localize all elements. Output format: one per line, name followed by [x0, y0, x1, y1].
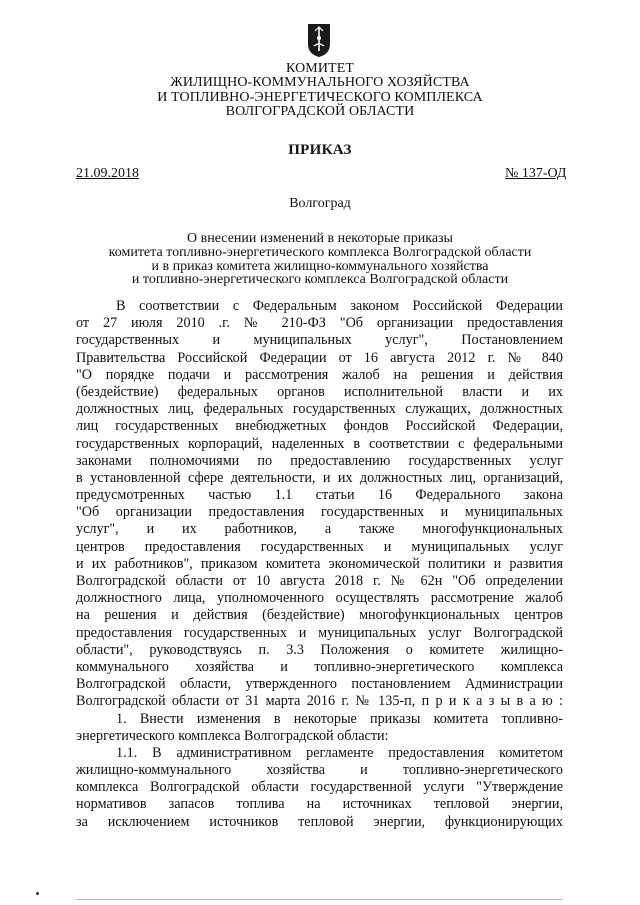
coat-of-arms-emblem: [306, 22, 332, 58]
body-line: услуг", и их работников, а также многофункциональных: [76, 521, 563, 538]
body-line: "Об организации предоставления государственных и муниципальных: [76, 504, 563, 521]
subject-line-2: комитета топливно-энергетического комплекса Волгоградской области: [108, 245, 532, 260]
body-line: энергетического комплекса Волгоградской области:: [76, 727, 389, 744]
body-line: (бездействие) федеральных органов исполнительной власти и их: [76, 383, 563, 400]
body-line: нормативов запасов топлива на источниках тепловой энергии,: [76, 796, 563, 813]
scan-mark: [36, 892, 39, 895]
body-line: "О порядке подачи и рассмотрения жалоб на решения и действия: [76, 366, 563, 383]
document-number: № 137-ОД: [505, 166, 567, 181]
body-line: государственных и муниципальных услуг", Постановлением: [76, 332, 563, 349]
body-line: В соответствии с Федеральным законом Российской Федерации: [116, 298, 563, 314]
body-line: должностных лиц, федеральных государственных служащих, должностных: [76, 401, 563, 418]
body-line: законами полномочиями по предоставлению государственных услуг: [76, 452, 563, 469]
body-line: 1.1. В административном регламенте предоставления комитетом: [116, 744, 563, 761]
body-line: коммунального хозяйства и топливно-энергетического комплекса: [76, 658, 563, 675]
body-line: Волгоградской области от 10 августа 2018 г. № 62н "Об определении: [76, 573, 563, 589]
body-line: центров предоставления государственных и муниципальных услуг: [76, 538, 563, 555]
body-line: лиц государственных внебюджетных фондов Российской Федерации,: [76, 418, 563, 435]
document-date: 21.09.2018: [76, 166, 139, 181]
body-line: предоставления государственных и муниципальных услуг Волгоградской: [76, 624, 563, 641]
subject-line-1: О внесении изменений в некоторые приказы: [187, 231, 453, 246]
committee-header-line-1: КОМИТЕТ: [285, 61, 354, 76]
body-line: предусмотренных частью 1.1 статьи 16 Федерального закона: [76, 487, 563, 504]
document-city: Волгоград: [289, 196, 351, 211]
body-line: Правительства Российской Федерации от 16 августа 2012 г. № 840: [76, 349, 563, 366]
body-line: государственных корпораций, наделенных в соответствии с федеральными: [76, 435, 563, 452]
body-line: Волгоградской области, утвержденного постановлением Администрации: [76, 676, 563, 693]
document-type-title: ПРИКАЗ: [288, 142, 352, 158]
subject-line-3: и в приказ комитета жилищно-коммунального хозяйства: [151, 259, 489, 274]
committee-header-line-4: ВОЛГОГРАДСКОЙ ОБЛАСТИ: [225, 104, 415, 119]
committee-header-line-2: ЖИЛИЩНО-КОММУНАЛЬНОГО ХОЗЯЙСТВА: [170, 75, 470, 90]
committee-header-line-3: И ТОПЛИВНО-ЭНЕРГЕТИЧЕСКОГО КОМПЛЕКСА: [157, 90, 483, 105]
body-line: от 27 июля 2010 .г. № 210-ФЗ "Об организации предоставления: [76, 315, 563, 332]
page-bottom-edge: [76, 899, 563, 900]
body-line: жилищно-коммунального хозяйства и топливно-энергетического: [76, 762, 563, 779]
body-line: должностного лица, уполномоченного осуществлять рассмотрение жалоб: [76, 590, 563, 607]
body-line: области", руководствуясь п. 3.3 Положения о комитете жилищно-: [76, 641, 563, 658]
subject-line-4: и топливно-энергетического комплекса Волгоградской области: [131, 272, 509, 287]
body-line: Волгоградской области от 31 марта 2016 г. № 135-п, п р и к а з ы в а ю :: [76, 693, 563, 710]
order-body-text: [76, 298, 563, 831]
body-line: в установленной сфере деятельности, и их должностных лиц, организаций,: [76, 469, 563, 486]
body-line: на решения и действия (бездействие) многофункциональных центров: [76, 607, 563, 624]
body-line: 1. Внести изменения в некоторые приказы комитета топливно-: [116, 710, 563, 727]
body-line: комплекса Волгоградской области государственной услуги "Утверждение: [76, 779, 563, 796]
body-line: за исключением источников тепловой энергии, функционирующих: [76, 813, 563, 830]
body-line: и их работников", приказом комитета экономической политики и развития: [76, 555, 563, 572]
